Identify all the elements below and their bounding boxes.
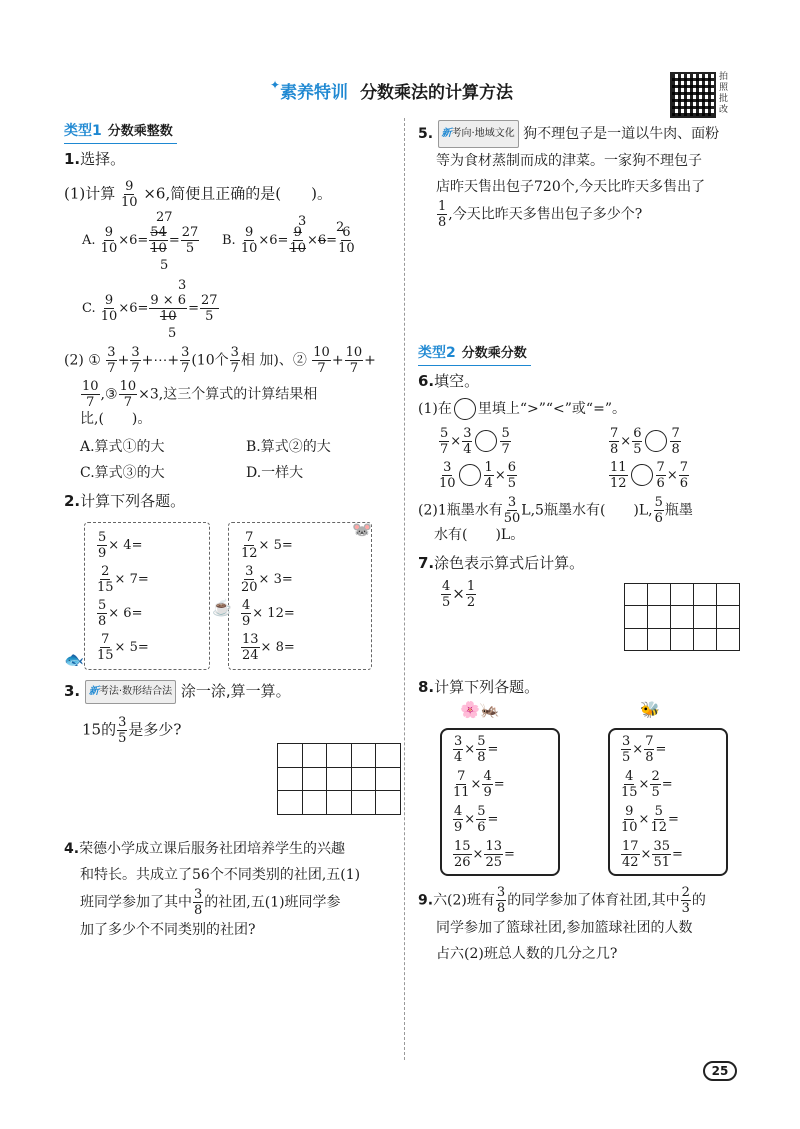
q1p1-post: ×6,简便且正确的是( )。 [143, 184, 332, 203]
fraction: $\frac{4}{9}$ [483, 769, 492, 800]
column-divider [404, 118, 405, 1060]
q6-part2-line2: 水有( )L。 [434, 527, 525, 543]
sparkle-icon: ✦ [270, 78, 281, 92]
q2-item[interactable]: $\frac{2}{15}$ × 7= [97, 563, 149, 595]
q7-grid[interactable] [624, 583, 740, 651]
fraction: $\frac{11}{12}$ [610, 459, 627, 491]
header-tag: 素养特训 [280, 83, 349, 103]
q1-part2-line1: (2) ① $\frac{3}{7}$ + $\frac{3}{7}$ +⋯+ $\frac{3}{7}$ (10个 $\frac{3}{7}$ 相 加)、② $\frac{10}{7}$ + $\frac{10}{7}$ + [64, 345, 376, 376]
fraction: $\frac{5}{8}$ [98, 597, 107, 629]
answer-circle[interactable] [459, 464, 481, 486]
q1-heading [64, 148, 125, 170]
q8-item[interactable]: $\frac{4}{15}$ × $\frac{2}{5}$ = [621, 769, 673, 800]
answer-circle[interactable] [475, 430, 497, 452]
fraction: $\frac{2}{15}$ [97, 563, 114, 595]
fish-icon: 🐟 [64, 650, 84, 669]
fraction: $\frac{3}{20}$ [241, 563, 258, 595]
a-label: A. [82, 233, 96, 248]
q1-text: 选择。 [80, 150, 126, 168]
type1-text: 分数乘整数 [107, 124, 173, 139]
flower-icon: 🌸🦗 [460, 700, 500, 719]
q1-part2-line3: 比,( )。 [80, 411, 152, 427]
q2-item[interactable]: $\frac{7}{15}$ × 5= [97, 631, 149, 663]
fraction: $\frac{1}{4}$ [484, 459, 493, 491]
fraction: $\frac{13}{24}$ [242, 631, 259, 663]
fraction: $\frac{6}{5}$ [633, 425, 642, 457]
type1-prefix: 类型1 [64, 123, 102, 139]
q8-item[interactable]: $\frac{9}{10}$ × $\frac{5}{12}$ = [621, 804, 679, 835]
fraction: $\frac{5}{7}$ [440, 425, 449, 457]
q1-opt-a[interactable]: A.算式①的大 [80, 439, 165, 455]
fraction: $\frac{17}{42}$ [622, 839, 639, 870]
answer-circle[interactable] [645, 430, 667, 452]
c-label: C. [82, 301, 96, 316]
q1-opt-d[interactable]: D.一样大 [246, 465, 304, 481]
q1-part1 [64, 180, 332, 209]
q8-item[interactable]: $\frac{4}{9}$ × $\frac{5}{6}$ = [454, 804, 499, 835]
fraction: $\frac{7}{11}$ [453, 769, 470, 800]
fraction: $\frac{6}{5}$ [507, 459, 517, 491]
q8-item[interactable]: $\frac{17}{42}$ × $\frac{35}{51}$ = [622, 839, 683, 870]
q6-part1: (1)在 里填上“>”“<”或“=”。 [418, 398, 626, 420]
q8-item[interactable]: $\frac{7}{11}$ × $\frac{4}{9}$ = [453, 769, 505, 800]
q5-text: 5. 新考向·地域文化 狗不理包子是一道以牛肉、面粉 等为食材蒸制而成的津菜。一家狗不理包子 店昨天售出包子720个,今天比昨天多售出了 $\frac{1}{8}$ ,今天比昨天多售出包子多少个? [418, 120, 719, 229]
q8-left-list [452, 732, 515, 872]
q3-badge: 新考法·数形结合法 [85, 680, 176, 704]
q6-compare-item[interactable]: $\frac{7}{8}$ × $\frac{6}{5}$ $\frac{7}{8}$ [610, 425, 680, 457]
cup-icon: ☕ [212, 598, 232, 617]
q3-heading: 3. 新考法·数形结合法 涂一涂,算一算。 [64, 680, 291, 704]
q8-item[interactable]: $\frac{3}{5}$ × $\frac{7}{8}$ = [622, 734, 667, 765]
b-label: B. [222, 233, 236, 248]
mouse-icon: 🐭 [352, 520, 372, 539]
q8-item[interactable]: $\frac{15}{26}$ × $\frac{13}{25}$ = [454, 839, 515, 870]
qr-label: 拍照批改 [719, 72, 729, 115]
q2-item[interactable]: $\frac{3}{20}$ × 3= [241, 563, 293, 595]
q2-item[interactable]: $\frac{5}{8}$ × 6= [98, 597, 143, 629]
q2-heading: 2.计算下列各题。 [64, 492, 186, 510]
fraction: $\frac{35}{51}$ [653, 839, 670, 870]
type1-label [64, 120, 173, 140]
q8-heading: 8.计算下列各题。 [418, 678, 540, 696]
bee-icon: 🐝 [640, 700, 660, 719]
q5-badge: 新考向·地域文化 [438, 120, 519, 148]
q2-item[interactable]: $\frac{4}{9}$ × 12= [242, 597, 295, 629]
q2-item[interactable]: $\frac{7}{12}$ × 5= [241, 529, 293, 561]
q1-opt-c[interactable]: C.算式③的大 [80, 465, 165, 481]
q3-grid[interactable] [277, 743, 401, 815]
fraction: $\frac{3}{10}$ [439, 459, 456, 491]
b-cancel-small: 2 [336, 220, 345, 235]
q6-compare-item[interactable]: $\frac{11}{12}$ $\frac{7}{6}$ × $\frac{7}{6}$ [610, 459, 689, 491]
fraction: $\frac{4}{15}$ [621, 769, 638, 800]
page-number: 25 [703, 1061, 737, 1081]
b-cancel-top: 3 [298, 214, 307, 229]
q1-opt-b[interactable]: B.算式②的大 [246, 439, 331, 455]
q2-right-list [240, 528, 295, 664]
fraction: $\frac{5}{12}$ [650, 804, 667, 835]
frac-9-10: $\frac{9}{10}$ [121, 179, 138, 210]
q8-item[interactable]: $\frac{3}{4}$ × $\frac{5}{8}$ = [454, 734, 499, 765]
q9-text: 9.六(2)班有 $\frac{3}{8}$ 的同学参加了体育社团,其中 $\frac{2}{3}$ 的 同学参加了篮球社团,参加篮球社团的人数 占六(2)班总人数的几分之几? [418, 885, 706, 962]
q4-text: 4.荣德小学成立课后服务社团培养学生的兴趣 和特长。共成立了56个不同类别的社团,五(1) 班同学参加了其中 $\frac{3}{8}$ 的社团,五(1)班同学参 加了多少个不同类别的社团? [64, 841, 361, 938]
q6-compare-item[interactable]: $\frac{3}{10}$ $\frac{1}{4}$ × $\frac{6}{5}$ [439, 459, 517, 491]
a-cancel-top: 27 [156, 210, 173, 225]
answer-circle[interactable] [631, 464, 653, 486]
fraction: $\frac{7}{12}$ [241, 529, 258, 561]
type2-label: 类型2 分数乘分数 [418, 342, 527, 362]
compare-circle-icon [454, 398, 476, 420]
fraction: $\frac{5}{7}$ [501, 425, 510, 457]
fraction: $\frac{7}{8}$ [645, 734, 654, 765]
fraction: $\frac{3}{5}$ [622, 734, 631, 765]
q2-left-list [96, 528, 149, 664]
q6-heading: 6.填空。 [418, 372, 480, 390]
fraction: $\frac{7}{6}$ [679, 459, 689, 491]
q1p1-pre: (1)计算 [64, 184, 116, 203]
c-cancel-bot: 5 [168, 326, 177, 341]
fraction: $\frac{3}{4}$ [454, 734, 463, 765]
q1-part2-line2: $\frac{10}{7}$ ,③ $\frac{10}{7}$ ×3,这三个算式的计算结果相 [82, 379, 318, 410]
q8-right-list [620, 732, 683, 872]
fraction: $\frac{5}{6}$ [477, 804, 486, 835]
fraction: $\frac{5}{9}$ [98, 529, 107, 561]
fraction: $\frac{2}{5}$ [651, 769, 660, 800]
q6-part2: (2)1瓶墨水有 $\frac{3}{50}$ L,5瓶墨水有( )L, $\frac{5}{6}$ 瓶墨 [418, 495, 693, 526]
q3-subquestion: 15的 $\frac{3}{5}$ 是多少? [82, 715, 182, 746]
q1-number: 1. [64, 150, 81, 168]
q7-expr: $\frac{4}{5}$ × $\frac{1}{2}$ [442, 579, 476, 610]
fraction: $\frac{7}{6}$ [656, 459, 665, 491]
fraction: $\frac{7}{8}$ [610, 425, 619, 457]
q2-item[interactable]: $\frac{13}{24}$ × 8= [242, 631, 295, 663]
fraction: $\frac{15}{26}$ [454, 839, 471, 870]
a-cancel-bot: 5 [160, 258, 169, 273]
fraction: $\frac{7}{15}$ [97, 631, 114, 663]
q6-compare-grid [438, 424, 738, 492]
q7-heading: 7.涂色表示算式后计算。 [418, 554, 585, 572]
q6-compare-item[interactable]: $\frac{5}{7}$ × $\frac{3}{4}$ $\frac{5}{7}$ [440, 425, 510, 457]
fraction: $\frac{9}{10}$ [621, 804, 638, 835]
fraction: $\frac{13}{25}$ [485, 839, 502, 870]
fraction: $\frac{7}{8}$ [671, 425, 680, 457]
fraction: $\frac{4}{9}$ [242, 597, 251, 629]
page-title: 分数乘法的计算方法 [360, 83, 514, 103]
qr-code[interactable] [670, 72, 716, 118]
fraction: $\frac{3}{4}$ [463, 425, 472, 457]
page-header [270, 78, 513, 103]
c-cancel-top: 3 [178, 278, 187, 293]
fraction: $\frac{5}{8}$ [477, 734, 486, 765]
fraction: $\frac{4}{9}$ [454, 804, 463, 835]
q2-item[interactable]: $\frac{5}{9}$ × 4= [98, 529, 143, 561]
